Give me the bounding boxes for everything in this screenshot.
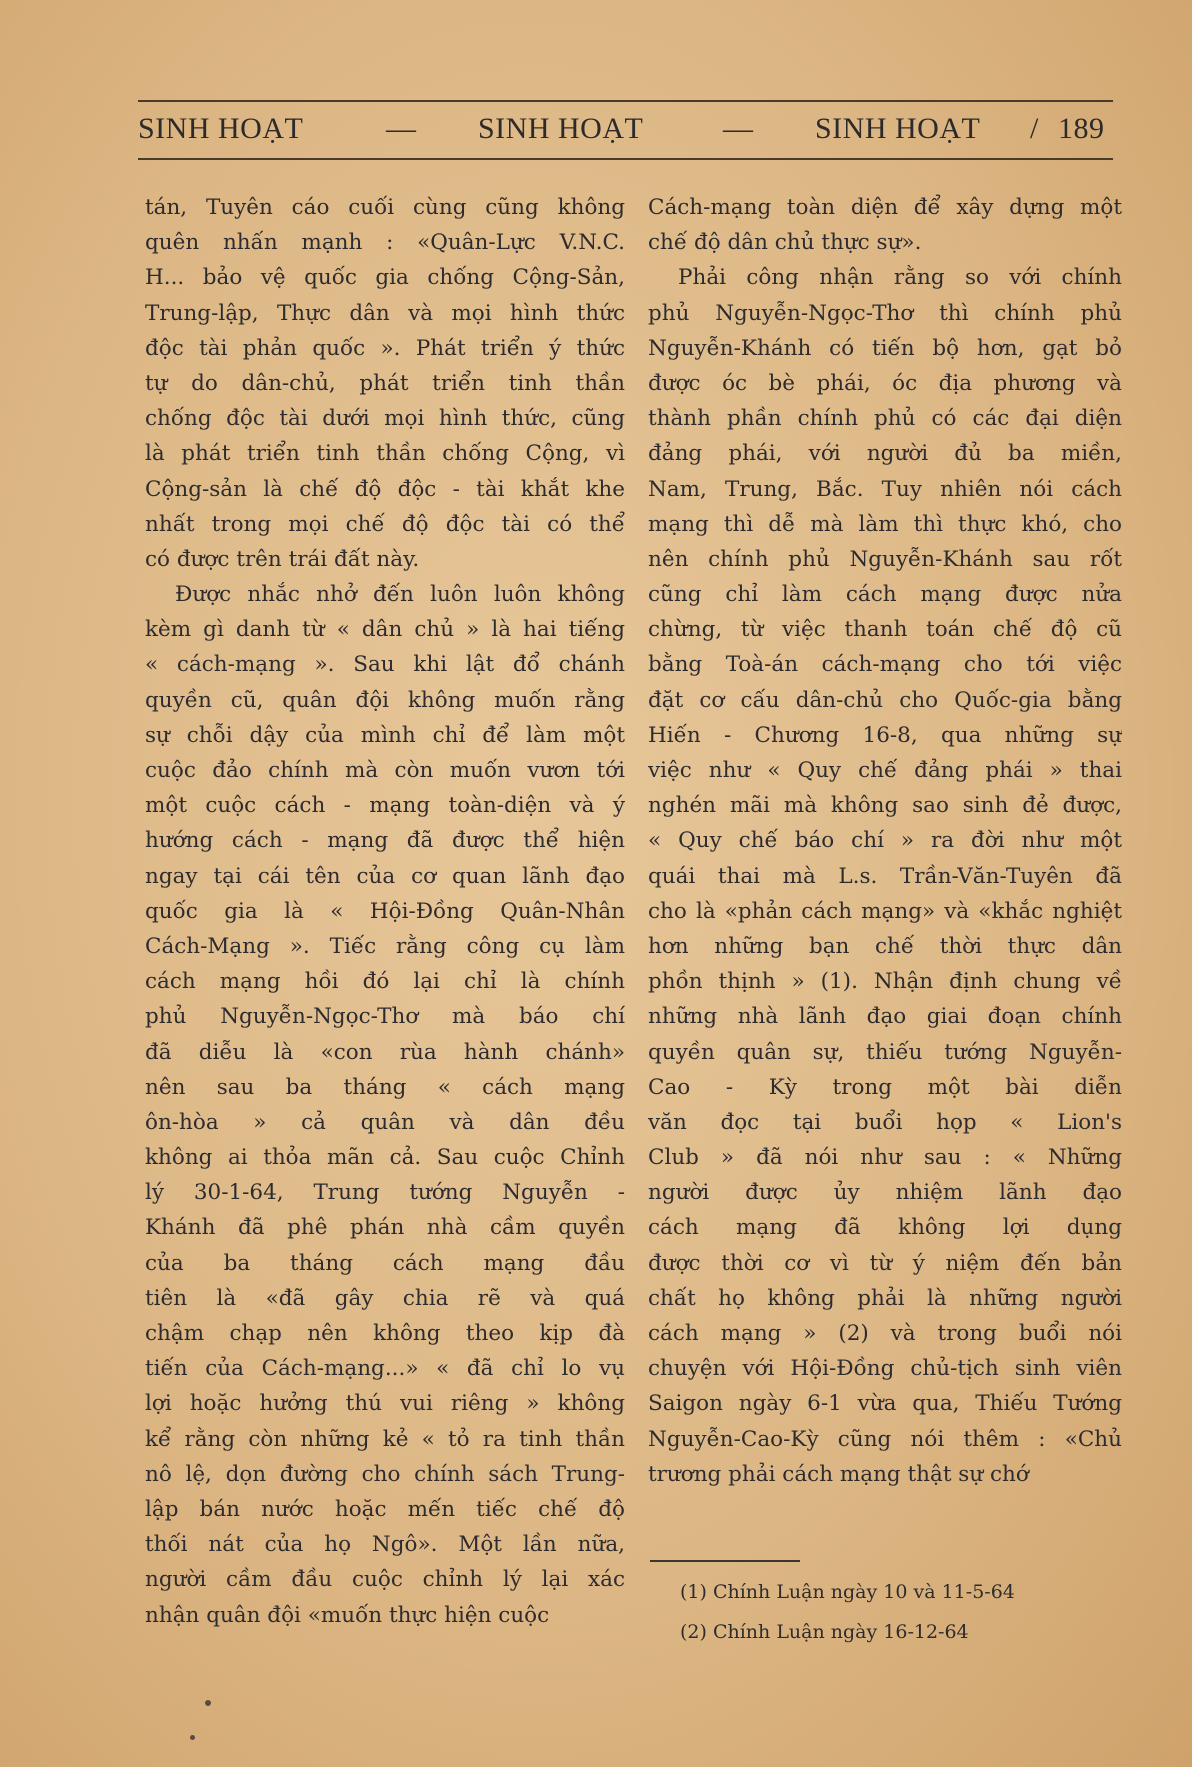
right-column-line: phủ Nguyễn-Ngọc-Thơ thì chính phủ bbox=[648, 300, 1122, 326]
header-slash: / bbox=[1030, 112, 1039, 145]
right-column-line: mạng thì dễ mà làm thì thực khó, cho bbox=[648, 511, 1122, 537]
header-title-left: SINH HOẠT bbox=[138, 112, 304, 145]
right-column-line: được óc bè phái, óc địa phương và bbox=[648, 370, 1122, 396]
left-column-line: kèm gì danh từ « dân chủ » là hai tiếng bbox=[145, 617, 625, 643]
left-column bbox=[145, 190, 625, 1633]
left-column-line: chống độc tài dưới mọi hình thức, cũng bbox=[145, 406, 625, 432]
left-column-line: Cách-Mạng ». Tiếc rằng công cụ làm bbox=[145, 933, 625, 959]
left-column-line: tự do dân-chủ, phát triển tinh thần bbox=[145, 370, 625, 396]
right-column-line: chế độ dân chủ thực sự». bbox=[648, 230, 922, 256]
right-column-line: những nhà lãnh đạo giai đoạn chính bbox=[648, 1004, 1122, 1030]
right-column-line: phồn thịnh » (1). Nhận định chung về bbox=[648, 969, 1122, 995]
left-column-line: không ai thỏa mãn cả. Sau cuộc Chỉnh bbox=[145, 1145, 625, 1171]
left-column-line: cuộc đảo chính mà còn muốn vươn tới bbox=[145, 758, 625, 783]
right-column-line: hơn những bạn chế thời thực dân bbox=[648, 933, 1122, 959]
right-column-line: chuyện với Hội-Đồng chủ-tịch sinh viên bbox=[648, 1356, 1122, 1382]
right-column-line: văn đọc tại buổi họp « Lion's bbox=[648, 1109, 1122, 1135]
left-column-line: quyền cũ, quân đội không muốn rằng bbox=[145, 687, 625, 713]
left-column-line: nhận quân đội «muốn thực hiện cuộc bbox=[145, 1602, 550, 1628]
left-column-line: tán, Tuyên cáo cuối cùng cũng không bbox=[145, 195, 625, 220]
right-column-line: cho là «phản cách mạng» và «khắc nghiệt bbox=[648, 898, 1122, 924]
right-column-line: Nguyễn-Cao-Kỳ cũng nói thêm : «Chủ bbox=[648, 1426, 1122, 1452]
right-column-line: chừng, từ việc thanh toán chế độ cũ bbox=[648, 617, 1122, 643]
left-column-line: quốc gia là « Hội-Đồng Quân-Nhân bbox=[145, 898, 625, 924]
right-column-line: bằng Toà-án cách-mạng cho tới việc bbox=[648, 652, 1122, 678]
left-column-line: tiên là «đã gây chia rẽ và quá bbox=[145, 1285, 625, 1311]
right-column-line: Club » đã nói như sau : « Những bbox=[648, 1145, 1122, 1171]
right-column-line: trương phải cách mạng thật sự chớ bbox=[648, 1461, 1029, 1487]
left-column-line: « cách-mạng ». Sau khi lật đổ chánh bbox=[145, 652, 625, 678]
left-column-line: sự chỗi dậy của mình chỉ để làm một bbox=[145, 722, 625, 748]
left-column-line: người cầm đầu cuộc chỉnh lý lại xác bbox=[145, 1567, 625, 1593]
right-column-line: việc như « Quy chế đảng phái » thai bbox=[648, 758, 1122, 783]
right-column-line: Nguyễn-Khánh có tiến bộ hơn, gạt bỏ bbox=[648, 335, 1122, 361]
left-column-line: đã diễu là «con rùa hành chánh» bbox=[145, 1039, 625, 1065]
left-column-line: là phát triển tinh thần chống Cộng, vì bbox=[145, 441, 625, 467]
footnote-1: (1) Chính Luận ngày 10 và 11-5-64 bbox=[680, 1581, 1015, 1603]
left-column-line: nô lệ, dọn đường cho chính sách Trung- bbox=[145, 1461, 625, 1487]
left-column-line: Khánh đã phê phán nhà cầm quyền bbox=[145, 1215, 625, 1241]
right-column-line: đảng phái, với người đủ ba miền, bbox=[648, 441, 1122, 467]
left-column-line: Cộng-sản là chế độ độc - tài khắt khe bbox=[145, 476, 625, 502]
left-column-line: độc tài phản quốc ». Phát triển ý thức bbox=[145, 335, 625, 361]
right-column-line: cách mạng » (2) và trong buổi nói bbox=[648, 1321, 1122, 1346]
left-column-line: một cuộc cách - mạng toàn-diện và ý bbox=[145, 793, 625, 819]
right-column bbox=[648, 190, 1122, 1492]
right-column-line: được thời cơ vì từ ý niệm đến bản bbox=[648, 1250, 1122, 1276]
right-column-line: cũng chỉ làm cách mạng được nửa bbox=[648, 582, 1122, 608]
header-dash-2: — bbox=[723, 112, 754, 145]
page-number: 189 bbox=[1058, 112, 1105, 145]
left-column-line: ôn-hòa » cả quân và dân đều bbox=[145, 1109, 625, 1135]
left-column-line: Được nhắc nhở đến luôn luôn không bbox=[175, 582, 625, 608]
left-column-line: của ba tháng cách mạng đầu bbox=[145, 1250, 625, 1276]
header-title-center: SINH HOẠT bbox=[478, 112, 644, 145]
right-column-line: Hiến - Chương 16-8, qua những sự bbox=[648, 722, 1122, 748]
right-column-line: nghén mãi mà không sao sinh đẻ được, bbox=[648, 793, 1122, 819]
right-column-line: Cao - Kỳ trong một bài diễn bbox=[648, 1074, 1122, 1100]
right-column-line: Saigon ngày 6-1 vừa qua, Thiếu Tướng bbox=[648, 1391, 1122, 1417]
right-column-line: quái thai mà L.s. Trần-Văn-Tuyên đã bbox=[648, 863, 1122, 889]
left-column-line: có được trên trái đất này. bbox=[145, 546, 420, 572]
left-column-line: lợi hoặc hưởng thú vui riêng » không bbox=[145, 1391, 625, 1417]
left-column-line: nên sau ba tháng « cách mạng bbox=[145, 1074, 625, 1100]
left-column-line: phủ Nguyễn-Ngọc-Thơ mà báo chí bbox=[145, 1004, 625, 1030]
footnotes bbox=[680, 1572, 1110, 1652]
ink-spot bbox=[190, 1735, 195, 1740]
left-column-line: hướng cách - mạng đã được thể hiện bbox=[145, 828, 625, 854]
right-column-line: thành phần chính phủ có các đại diện bbox=[648, 406, 1122, 432]
left-column-line: tiến của Cách-mạng...» « đã chỉ lo vụ bbox=[145, 1356, 625, 1382]
running-header bbox=[138, 100, 1113, 160]
right-column-line: Phải công nhận rằng so với chính bbox=[678, 265, 1122, 291]
left-column-line: chậm chạp nên không theo kịp đà bbox=[145, 1321, 625, 1346]
left-column-line: ngay tại cái tên của cơ quan lãnh đạo bbox=[145, 863, 625, 889]
left-column-line: lý 30-1-64, Trung tướng Nguyễn - bbox=[145, 1180, 625, 1206]
left-column-line: lập bán nước hoặc mến tiếc chế độ bbox=[145, 1496, 625, 1522]
left-column-line: Trung-lập, Thực dân và mọi hình thức bbox=[145, 300, 625, 326]
right-column-line: nên chính phủ Nguyễn-Khánh sau rốt bbox=[648, 546, 1122, 572]
left-column-line: nhất trong mọi chế độ độc tài có thể bbox=[145, 511, 625, 537]
left-column-line: quên nhấn mạnh : «Quân-Lực V.N.C. bbox=[145, 230, 625, 256]
header-dash-1: — bbox=[386, 112, 417, 145]
right-column-line: người được ủy nhiệm lãnh đạo bbox=[648, 1180, 1122, 1206]
right-column-line: Nam, Trung, Bắc. Tuy nhiên nói cách bbox=[648, 476, 1122, 502]
right-column-line: « Quy chế báo chí » ra đời như một bbox=[648, 828, 1122, 854]
left-column-line: thối nát của họ Ngô». Một lần nữa, bbox=[145, 1532, 625, 1558]
right-column-line: đặt cơ cấu dân-chủ cho Quốc-gia bằng bbox=[648, 687, 1122, 713]
left-column-line: cách mạng hồi đó lại chỉ là chính bbox=[145, 969, 625, 995]
footnote-divider bbox=[650, 1560, 800, 1562]
right-column-line: cách mạng đã không lợi dụng bbox=[648, 1215, 1122, 1241]
right-column-line: quyền quân sự, thiếu tướng Nguyễn- bbox=[648, 1039, 1122, 1065]
right-column-line: chất họ không phải là những người bbox=[648, 1285, 1122, 1311]
footnote-2: (2) Chính Luận ngày 16-12-64 bbox=[680, 1621, 969, 1643]
ink-spot bbox=[205, 1700, 211, 1706]
header-title-right: SINH HOẠT bbox=[815, 112, 981, 145]
left-column-line: kể rằng còn những kẻ « tỏ ra tinh thần bbox=[145, 1426, 625, 1452]
right-column-line: Cách-mạng toàn diện để xây dựng một bbox=[648, 195, 1122, 220]
left-column-line: H... bảo vệ quốc gia chống Cộng-Sản, bbox=[145, 265, 625, 291]
